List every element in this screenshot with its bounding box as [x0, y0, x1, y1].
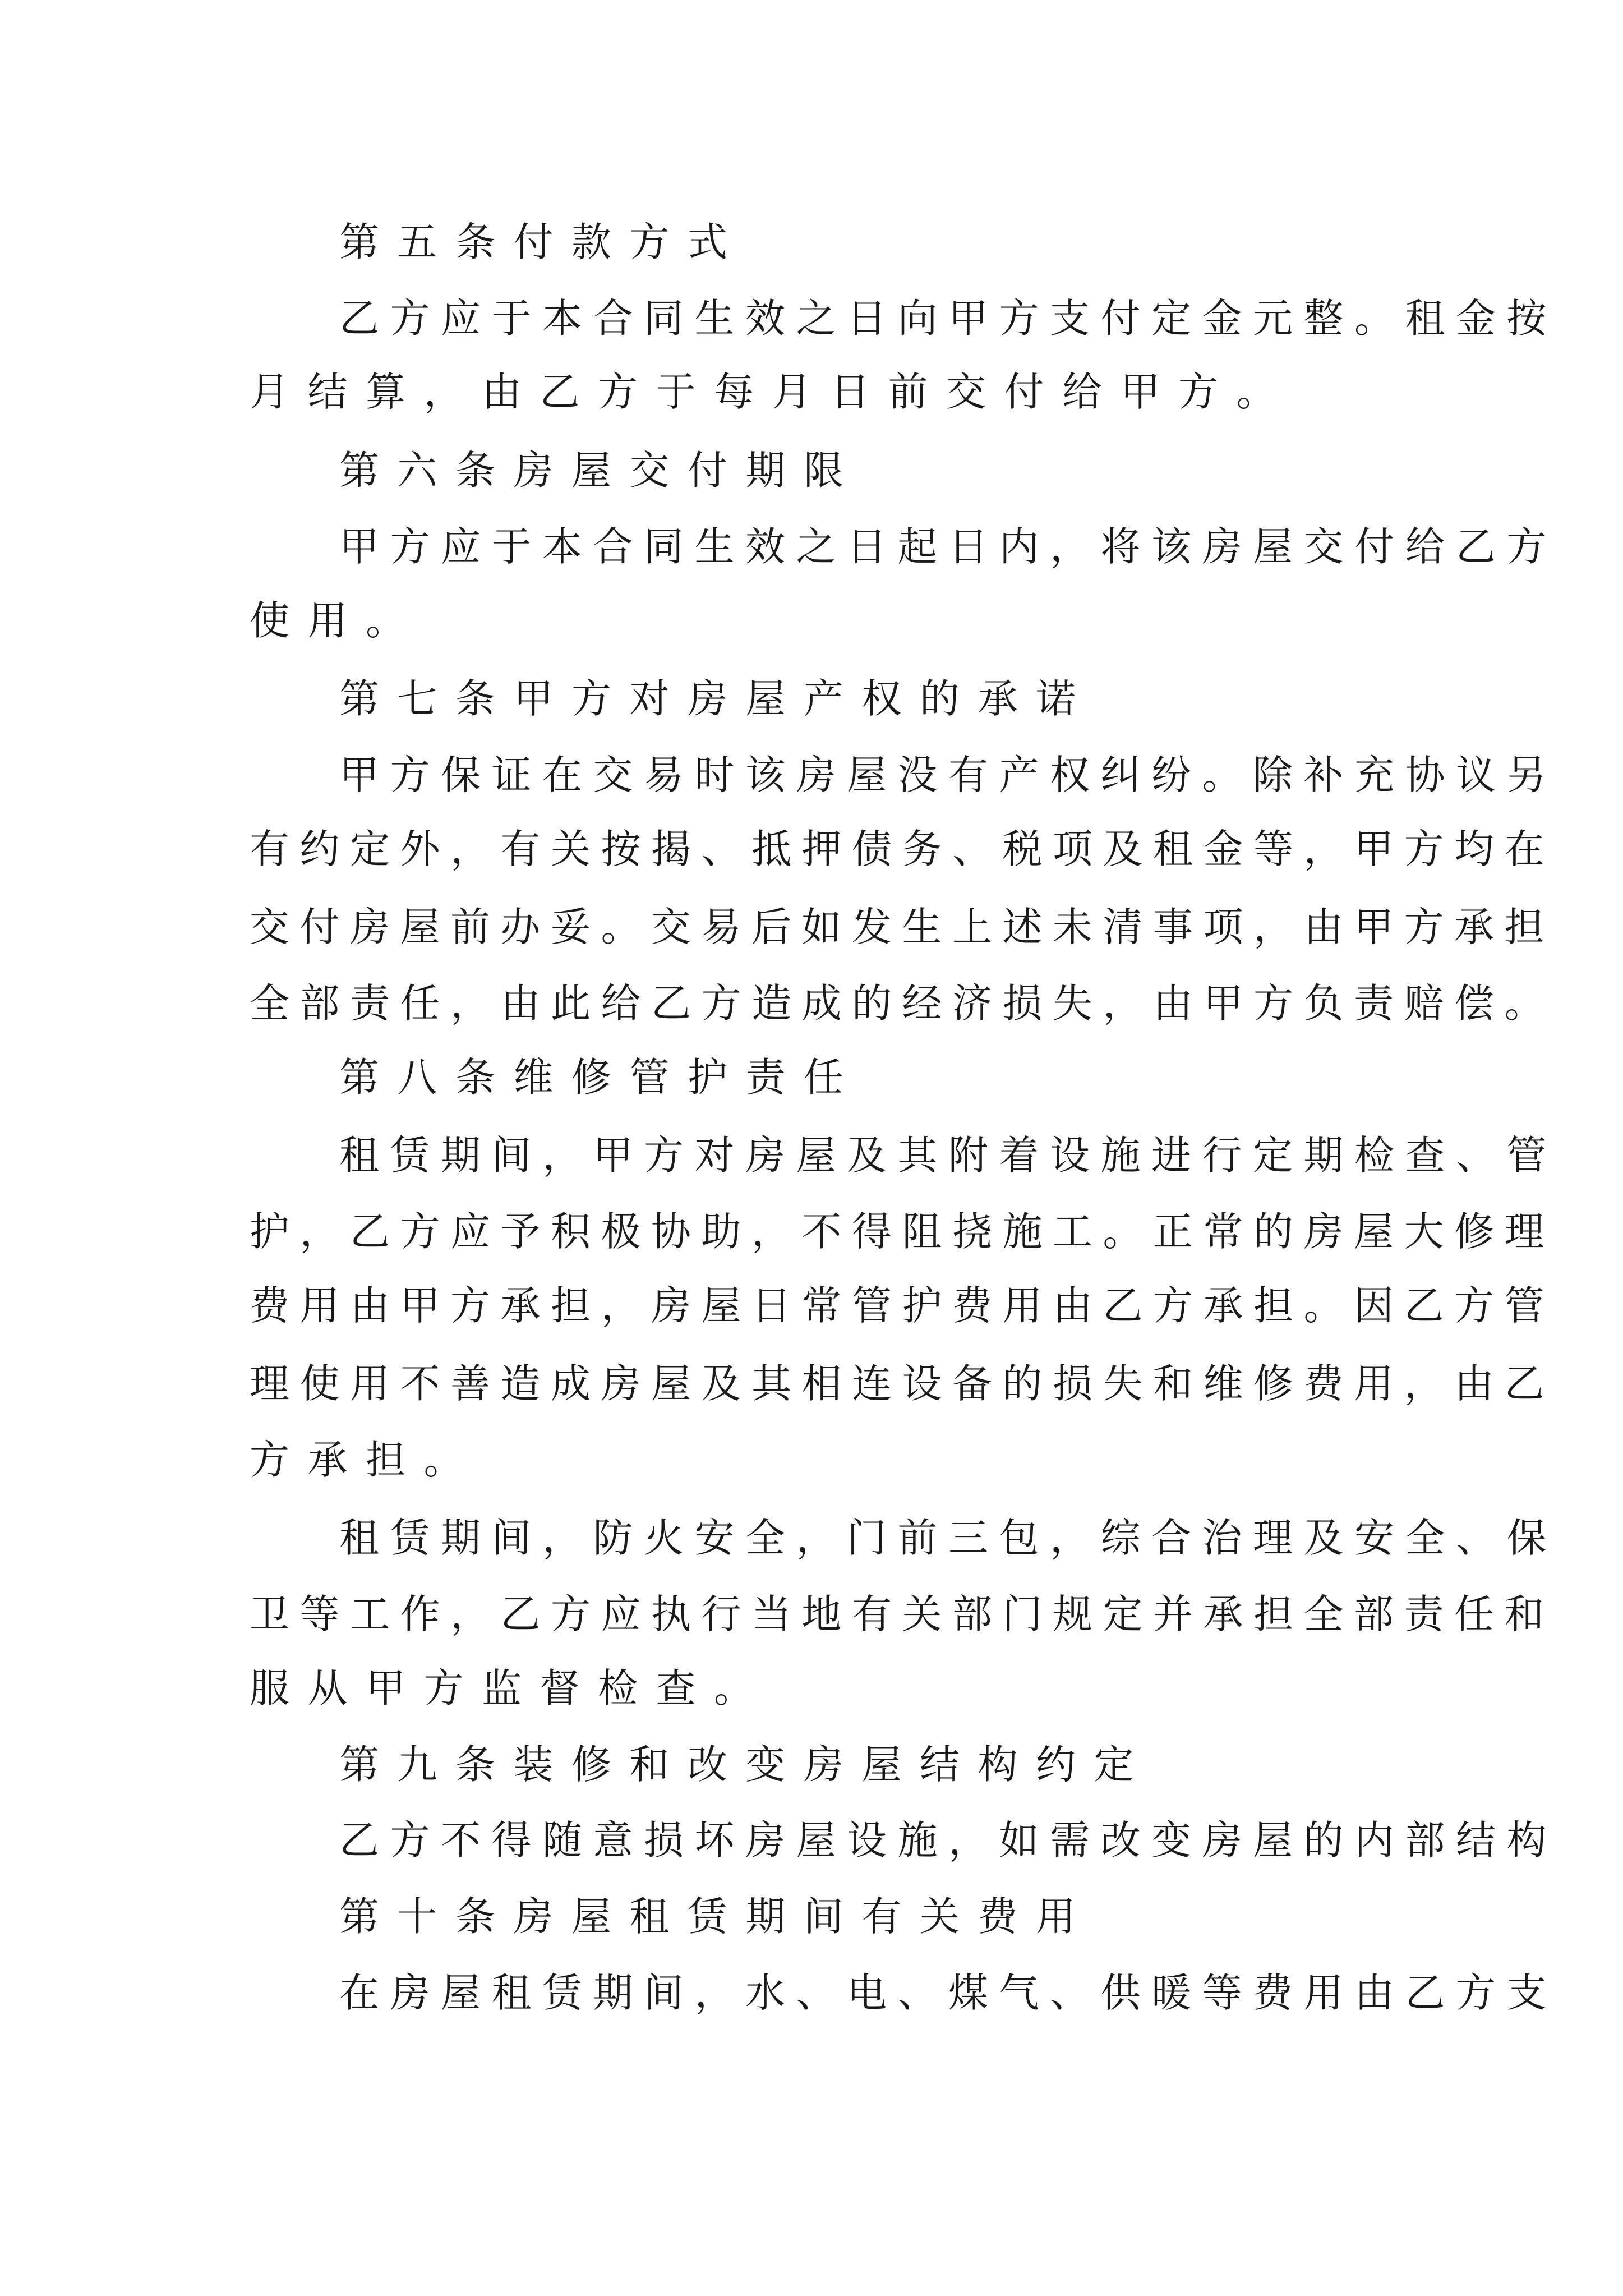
paragraph-line: 全部责任，由此给乙方造成的经济损失，由甲方负责赔偿。: [250, 980, 1555, 1027]
paragraph-line: 乙方应于本合同生效之日向甲方支付定金元整。租金按: [339, 295, 1558, 342]
article-7-heading: 第七条甲方对房屋产权的承诺: [339, 675, 1094, 722]
paragraph-line: 服从甲方监督检查。: [250, 1665, 772, 1711]
paragraph-line: 甲方应于本合同生效之日起日内，将该房屋交付给乙方: [339, 523, 1558, 570]
paragraph-line: 护，乙方应予积极协助，不得阻挠施工。正常的房屋大修理: [250, 1208, 1555, 1255]
paragraph-line: 月结算，由乙方于每月日前交付给甲方。: [250, 369, 1295, 415]
article-5-heading: 第五条付款方式: [339, 219, 746, 265]
article-9-heading: 第九条装修和改变房屋结构约定: [339, 1741, 1152, 1788]
paragraph-line: 有约定外，有关按揭、抵押债务、税项及租金等，甲方均在: [250, 826, 1555, 872]
paragraph-line: 交付房屋前办妥。交易后如发生上述未清事项，由甲方承担: [250, 904, 1555, 950]
paragraph-line: 理使用不善造成房屋及其相连设备的损失和维修费用，由乙: [250, 1360, 1555, 1407]
paragraph-line: 使用。: [250, 597, 424, 644]
article-8-heading: 第八条维修管护责任: [339, 1054, 862, 1101]
paragraph-line: 租赁期间，甲方对房屋及其附着设施进行定期检查、管: [339, 1132, 1558, 1179]
paragraph-line: 甲方保证在交易时该房屋没有产权纠纷。除补充协议另: [339, 752, 1558, 798]
paragraph-line: 在房屋租赁期间，水、电、煤气、供暖等费用由乙方支: [339, 1970, 1558, 2016]
paragraph-line: 卫等工作，乙方应执行当地有关部门规定并承担全部责任和: [250, 1591, 1555, 1637]
article-6-heading: 第六条房屋交付期限: [339, 447, 862, 494]
article-10-heading: 第十条房屋租赁期间有关费用: [339, 1893, 1094, 1940]
paragraph-line: 乙方不得随意损坏房屋设施，如需改变房屋的内部结构: [339, 1817, 1558, 1864]
paragraph-line: 费用由甲方承担，房屋日常管护费用由乙方承担。因乙方管: [250, 1282, 1555, 1329]
paragraph-line: 租赁期间，防火安全，门前三包，综合治理及安全、保: [339, 1515, 1558, 1561]
paragraph-line: 方承担。: [250, 1437, 482, 1483]
